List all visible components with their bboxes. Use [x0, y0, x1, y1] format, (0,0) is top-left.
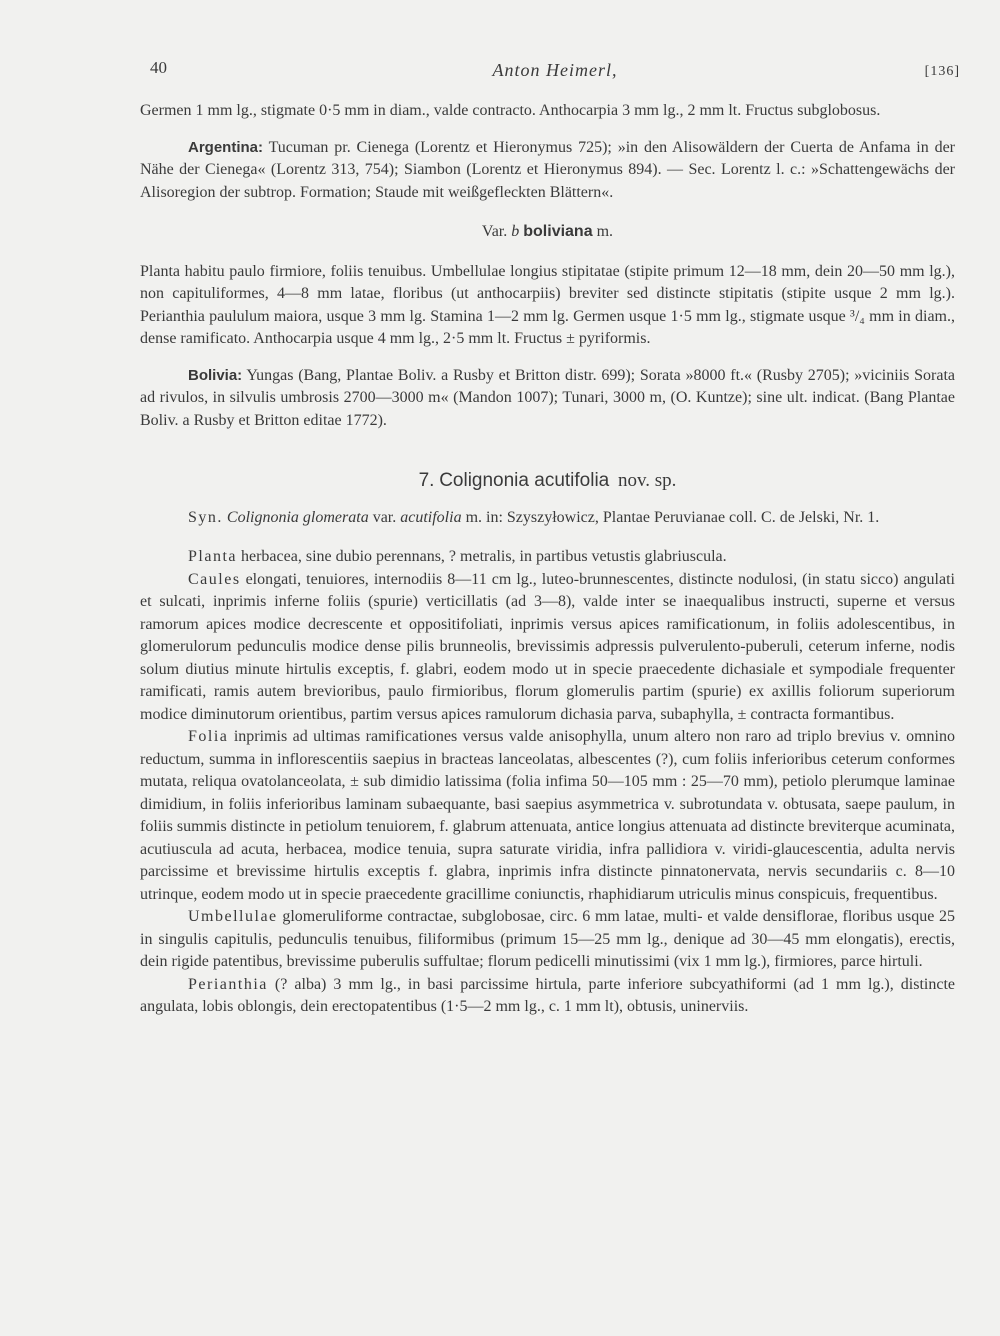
variety-letter: b — [511, 223, 520, 240]
synonym-rest: m. in: Szyszyłowicz, Plantae Peruvianae coll. C. de Jelski, Nr. 1. — [465, 508, 880, 526]
variety-description-text: Planta habitu paulo firmiore, foliis tenuibus. Umbellulae longius stipitatae (stipite primum 12—18 mm, dein 20—50 mm lg.), non capituliformes, 4—8 mm latae, floribus (ut anthocarpiis) breviter sed distincte stipitatis (stipite usque 2 mm lg.). Perianthia paululum maiora, usque 3 mm lg. Stamina 1—2 mm lg. Germen usque 1·5 mm lg., stigmate usque ³/₄ mm in diam., dense ramificato. Anthocarpia usque 4 mm lg., 2·5 mm lt. Fructus ± pyriformis. — [140, 262, 955, 347]
region-label: Argentina: — [188, 138, 263, 156]
variety-prefix: Var. — [481, 223, 508, 240]
region-label: Bolivia: — [188, 366, 243, 384]
page-reference: [136] — [924, 64, 960, 79]
folia-lead: Folia — [188, 728, 229, 745]
synonym-epithet: acutifolia — [400, 508, 462, 526]
bolivia-paragraph — [140, 365, 955, 433]
planta-lead: Planta — [188, 548, 237, 565]
planta-text: herbacea, sine dubio perennans, ? metralis, in partibus vetustis glabriuscula. — [241, 548, 727, 565]
synonym-mid: var. — [372, 508, 397, 526]
variety-name: boliviana — [523, 223, 593, 240]
species-note: nov. sp. — [618, 470, 677, 491]
umbellulae-lead: Umbellulae — [188, 908, 278, 925]
caules-lead: Caules — [188, 570, 241, 588]
body-text — [140, 100, 955, 1019]
argentina-paragraph — [140, 137, 955, 205]
synonym-name: Colignonia glomerata — [226, 508, 369, 526]
perianthia-text: (? alba) 3 mm lg., in basi parcissime hirtula, parte inferiore subcyathiformi (ad 1 mm lg.), distincte angulata, lobis oblongis, dein erectopatentibus (1·5—2 mm lg., c. 1 mm lt), obtusis, uninerviis. — [140, 975, 956, 1015]
intro-paragraph — [140, 100, 955, 123]
caules-text: elongati, tenuiores, internodiis 8—11 cm lg., luteo-brunnescentes, distincte nodulosi, (in statu sicco) angulati et sulcati, inprimis inferne foliis (spurie) verticillatis (ad 3—8), valde inter se inaequalibus instructi, superne et versus ramorum apices modice decrescente et oppositifoliati, inprimis versus apices ramificationum, in foliis adolescentibus, in glomerulorum pedunculis modice dense pilis brunneolis, brevissimis adpressis pulverulento-puberuli, ceterum inferne, nodis solum diutius minute hirtulis exceptis, f. glabri, eodem modo ut in specie praecedente dichasiale et sympodiale frequenter ramificati, ramis autem brevioribus, paulo firmioribus, florum glomerulis partim (spurie) ex axillis foliorum superiorum modice diminutorum orientibus, partim versus apices ramulorum dichasia parva, subaphylla, ± contracta formantibus. — [140, 570, 955, 723]
folia-text: inprimis ad ultimas ramificationes versus valde anisophylla, unum altero non raro ad triplo brevius v. omnino reductum, summa in inflorescentiis saepius in bracteas lanceolatas, albescentes (?), cum foliis inferioribus ceterum conformes mutata, reliqua ovatolanceolata, ± sub dimidio latissima (folia infima 50—105 mm : 25—70 mm), petiolo plerumque laminae dimidium, in foliis inferioribus laminam subaequante, basi saepius asymmetrica v. subrotundata v. obtusata, saepe paulum, in foliis summis distincte in petiolum tenuiorem, f. glabrum attenuata, antice longius attenuata ad distincte breviterque acuminata, acutiuscula ad acuta, herbacea, modice tenuia, supra saturate viridia, infra pallidiora v. viridi-glaucescentia, adulta nervis parcissime et brevissime hirtulis exceptis f. glabra, inprimis infra distincte pinnatonervata, nervis secundariis c. 8—10 utrinque, eodem modo ut in specie praecedente gracillime coniunctis, rhaphidiarum utriculis minus conspicuis, frequentibus. — [140, 728, 956, 903]
synonym-label: Syn. — [188, 508, 223, 526]
argentina-text: Tucuman pr. Cienega (Lorentz et Hieronymus 725); »in den Alisowäldern der Cuerta de Anfama in der Nähe der Cienega« (Lorentz 313, 754); Siambon (Lorentz et Hieronymus 894). — Sec. Lorentz l. c.: »Schattengewächs der Alisoregion der subtrop. Formation; Staude mit weißgefleckten Blättern«. — [140, 138, 956, 201]
variety-description — [140, 261, 955, 351]
species-number: 7. — [418, 470, 435, 491]
caules-paragraph — [140, 569, 955, 727]
page-header — [150, 58, 960, 98]
running-head: Anton Heimerl, — [492, 60, 618, 80]
perianthia-lead: Perianthia — [188, 975, 268, 993]
planta-paragraph — [140, 546, 955, 569]
folia-paragraph — [140, 726, 955, 906]
umbellulae-text: glomeruliforme contractae, subglobosae, circ. 6 mm latae, multi- et valde densiflorae, floribus usque 25 in singulis capitulis, pedunculis tenuibus, filiformibus (primum 15—25 mm lg., denique ad 30—45 mm elongatis), erectis, dein rigide patentibus, brevissime puberulis suffultae; florum pedicelli minutissimi (vix 1 mm lg.), firmiores, parce hirtuli. — [140, 908, 955, 970]
species-heading — [140, 470, 955, 493]
umbellulae-paragraph — [140, 906, 955, 974]
species-name: Colignonia acutifolia — [439, 470, 610, 491]
page-number: 40 — [150, 58, 167, 77]
perianthia-paragraph — [140, 974, 955, 1019]
intro-text: Germen 1 mm lg., stigmate 0·5 mm in diam., valde contracto. Anthocarpia 3 mm lg., 2 mm lt. Fructus subglobosus. — [140, 102, 881, 119]
bolivia-text: Yungas (Bang, Plantae Boliv. a Rusby et Britton distr. 699); Sorata »8000 ft.« (Rusby 2705); »viciniis Sorata ad rivulos, in silvulis umbrosis 2700—3000 m« (Mandon 1007); Tunari, 3000 m, (O. Kuntze); sine ult. indicat. (Bang Plantae Boliv. a Rusby et Britton editae 1772). — [140, 366, 955, 429]
synonym-paragraph — [140, 507, 955, 530]
variety-heading — [140, 221, 955, 244]
variety-suffix: m. — [596, 223, 614, 240]
